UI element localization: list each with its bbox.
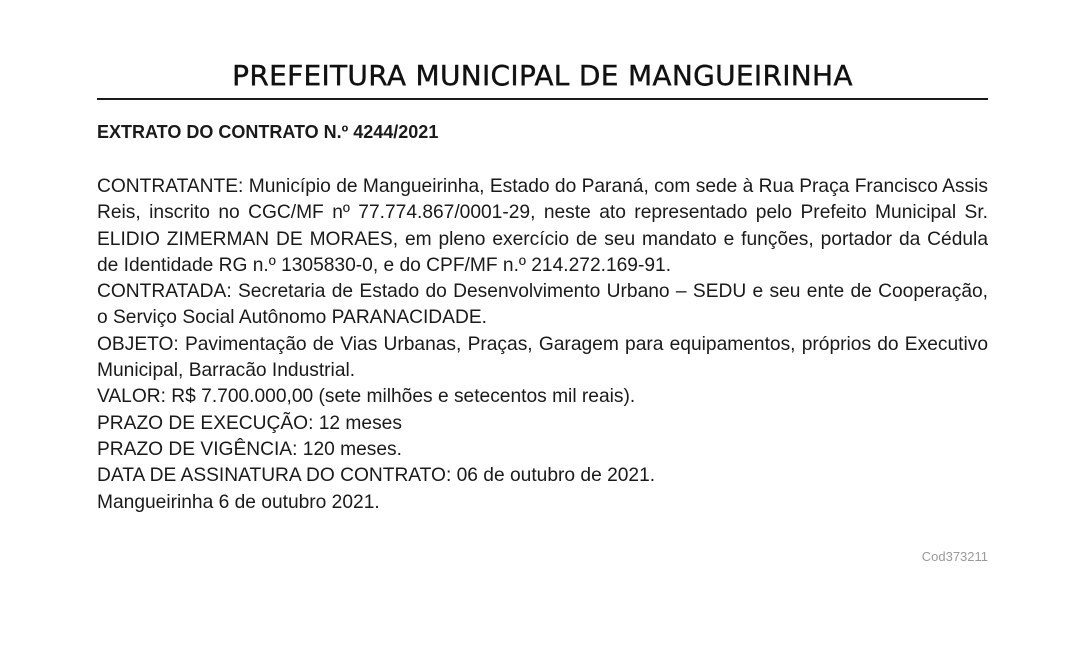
paragraph-local-data: Mangueirinha 6 de outubro 2021.: [97, 491, 380, 513]
paragraph-prazo-vigencia: PRAZO DE VIGÊNCIA: 120 meses.: [97, 438, 402, 460]
paragraph-valor: VALOR: R$ 7.700.000,00 (sete milhões e setecentos mil reais).: [97, 386, 636, 408]
document-body: [97, 174, 988, 516]
paragraph-objeto: OBJETO: Pavimentação de Vias Urbanas, Praças, Garagem para equipamentos, próprios do Executivo Municipal, Barracão Industrial.: [97, 333, 988, 382]
paragraph-data-assinatura: DATA DE ASSINATURA DO CONTRATO: 06 de outubro de 2021.: [97, 465, 656, 487]
paragraph-prazo-execucao: PRAZO DE EXECUÇÃO: 12 meses: [97, 412, 402, 434]
paragraph-contratada: CONTRATADA: Secretaria de Estado do Desenvolvimento Urbano – SEDU e seu ente de Cooperação, o Serviço Social Autônomo PARANACIDADE.: [97, 281, 988, 329]
document-title: EXTRATO DO CONTRATO N.º 4244/2021: [97, 122, 439, 142]
paragraph-contratante: CONTRATANTE: Município de Mangueirinha, Estado do Paraná, com sede à Rua Praça Francisco Assis Reis, inscrito no CGC/MF nº 77.774.867/0001-29, neste ato representado pelo Prefeito Municipal Sr. ELIDIO ZIMERMAN DE MORAES, em pleno exercício de seu mandato e funções, portador da Cédula de Identidade RG n.º 1305830-0, e do CPF/MF n.º 214.272.169-91.: [97, 176, 988, 276]
publication-code: Cod373211: [921, 549, 988, 564]
page-title: PREFEITURA MUNICIPAL DE MANGUEIRINHA: [232, 59, 853, 92]
document-page: [97, 0, 988, 564]
